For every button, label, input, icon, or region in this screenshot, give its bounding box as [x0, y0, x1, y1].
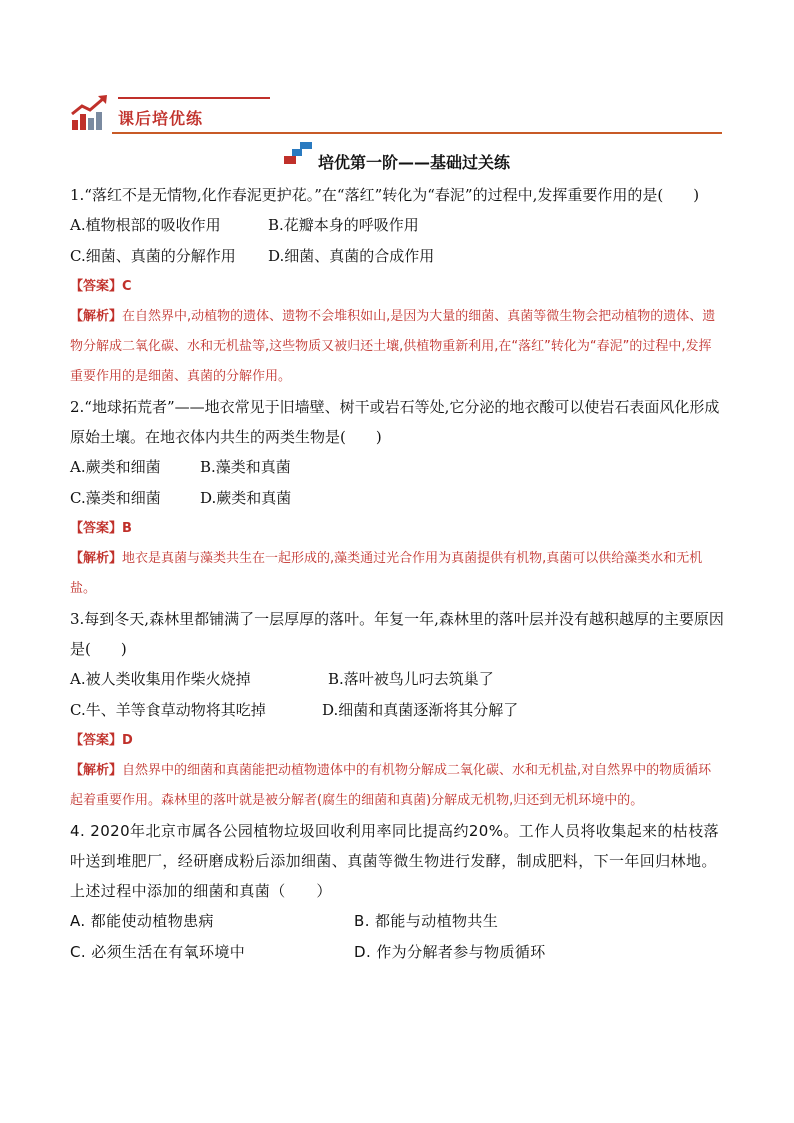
section-title	[0, 150, 794, 173]
question-1	[70, 180, 724, 392]
option-c: C.细菌、真菌的分解作用	[70, 247, 236, 265]
analysis-label: 【解析】	[70, 763, 123, 778]
question-list	[70, 180, 724, 968]
analysis	[70, 302, 724, 392]
header-divider	[112, 132, 722, 134]
answer	[70, 272, 724, 302]
option-b: B.花瓣本身的呼吸作用	[268, 216, 419, 234]
analysis-label: 【解析】	[70, 309, 123, 324]
question-stem: 2.“地球拓荒者”——地衣常见于旧墙壁、树干或岩石等处,它分泌的地衣酸可以使岩石表面风化形成原始土壤。在地衣体内共生的两类生物是( )	[70, 398, 720, 446]
option-c: C. 必须生活在有氧环境中	[70, 943, 246, 961]
answer-value: D	[122, 733, 133, 748]
answer-label: 【答案】	[70, 521, 123, 536]
analysis-text: 自然界中的细菌和真菌能把动植物遗体中的有机物分解成二氧化碳、水和无机盐,对自然界中的物质循环起着重要作用。森林里的落叶就是被分解者(腐生的细菌和真菌)分解成无机物,归还到无机环境中的。	[70, 763, 712, 808]
header-top-line	[118, 97, 270, 99]
option-a: A.被人类收集用作柴火烧掉	[70, 670, 251, 688]
option-c: C.牛、羊等食草动物将其吃掉	[70, 701, 266, 719]
question-stem: 4. 2020年北京市属各公园植物垃圾回收利用率同比提高约20%。工作人员将收集起来的枯枝落叶送到堆肥厂，经研磨成粉后添加细菌、真菌等微生物进行发酵，制成肥料，下一年回归林地。上述过程中添加的细菌和真菌（ ）	[70, 822, 719, 900]
option-c: C.藻类和细菌	[70, 489, 161, 507]
page-header	[70, 92, 722, 136]
analysis-label: 【解析】	[70, 551, 123, 566]
option-b: B.藻类和真菌	[200, 458, 291, 476]
analysis-text: 在自然界中,动植物的遗体、遗物不会堆积如山,是因为大量的细菌、真菌等微生物会把动植物的遗体、遗物分解成二氧化碳、水和无机盐等,这些物质又被归还土壤,供植物重新利用,在“落红”转化为“春泥”的过程中,发挥重要作用的是细菌、真菌的分解作用。	[70, 309, 716, 384]
option-a: A. 都能使动植物患病	[70, 912, 214, 930]
answer-label: 【答案】	[70, 279, 123, 294]
option-a: A.蕨类和细菌	[70, 458, 161, 476]
option-d: D.细菌、真菌的合成作用	[268, 247, 435, 265]
option-d: D. 作为分解者参与物质循环	[354, 943, 546, 961]
answer	[70, 726, 724, 756]
answer-value: B	[122, 521, 132, 536]
answer	[70, 514, 724, 544]
bar-chart-arrow-icon	[70, 94, 110, 132]
option-a: A.植物根部的吸收作用	[70, 216, 221, 234]
answer-value: C	[122, 279, 132, 294]
analysis	[70, 544, 724, 604]
question-4	[70, 816, 724, 968]
analysis	[70, 756, 724, 816]
question-stem: 3.每到冬天,森林里都铺满了一层厚厚的落叶。年复一年,森林里的落叶层并没有越积越厚的主要原因是( )	[70, 610, 724, 658]
option-b: B.落叶被鸟儿叼去筑巢了	[328, 670, 494, 688]
option-d: D.蕨类和真菌	[200, 489, 292, 507]
question-3	[70, 604, 724, 816]
option-b: B. 都能与动植物共生	[354, 912, 499, 930]
section-title-text: 培优第一阶——基础过关练	[317, 153, 510, 172]
answer-label: 【答案】	[70, 733, 123, 748]
header-title: 课后培优练	[118, 109, 204, 128]
option-d: D.细菌和真菌逐渐将其分解了	[322, 701, 519, 719]
question-2	[70, 392, 724, 604]
analysis-text: 地衣是真菌与藻类共生在一起形成的,藻类通过光合作用为真菌提供有机物,真菌可以供给藻类水和无机盐。	[70, 551, 703, 596]
stairs-icon	[284, 142, 312, 166]
question-stem: 1.“落红不是无情物,化作春泥更护花。”在“落红”转化为“春泥”的过程中,发挥重要作用的是( )	[70, 186, 700, 204]
